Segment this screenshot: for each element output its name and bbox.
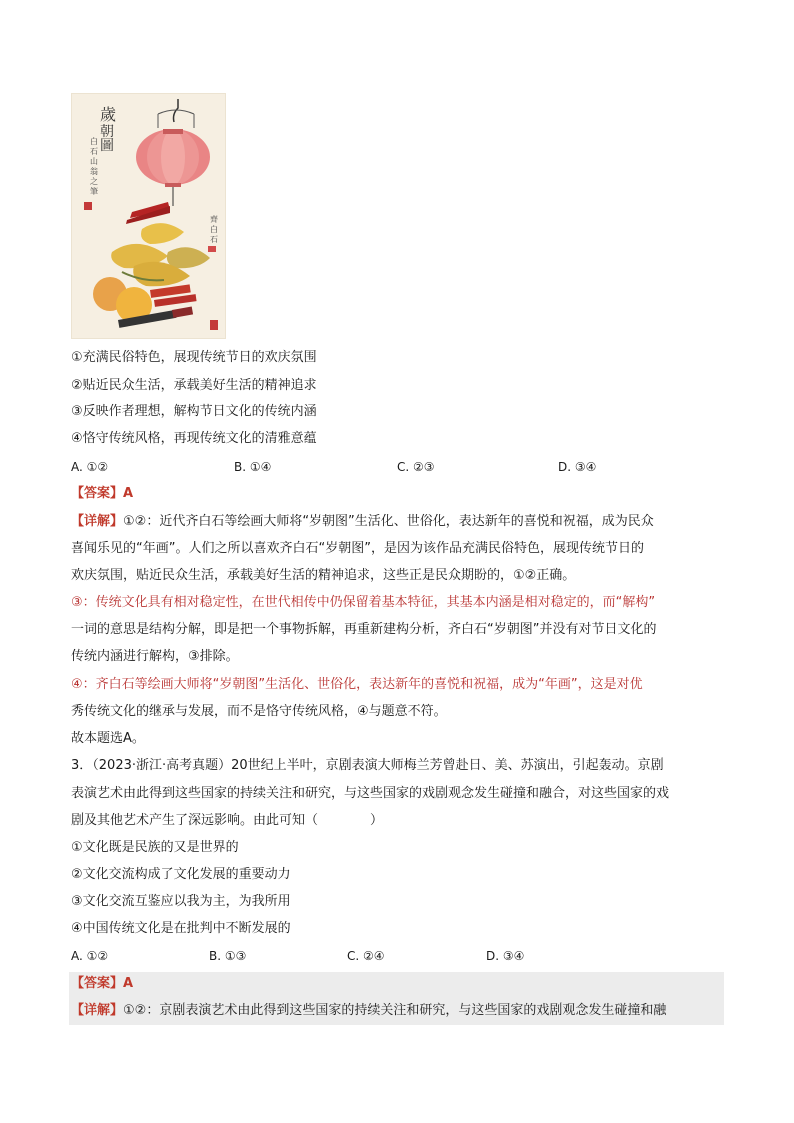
q3-statement-4: ④中国传统文化是在批判中不断发展的 [71,921,291,936]
painting-image [71,93,226,339]
q2-explain-line-8: 秀传统文化的继承与发展，而不是恪守传统风格，④与题意不符。 [71,704,447,719]
q2-answer [71,485,133,503]
explain-tag: 【详解】 [71,514,124,529]
painting-illustration [72,94,226,339]
q3-stem-text: 剧及其他艺术产生了深远影响。由此可知（ [71,813,319,828]
q2-statement-3: ③反映作者理想，解构节日文化的传统内涵 [71,404,317,419]
q2-explain-line-2: 喜闻乐见的“年画”。人们之所以喜欢齐白石“岁朝图”，是因为该作品充满民俗特色，展现传统节日的 [71,541,644,556]
q2-explain-line-6: 传统内涵进行解构，③排除。 [71,649,239,664]
q3-stem-line-1: 3．（2023·浙江·高考真题）20世纪上半叶，京剧表演大师梅兰芳曾赴日、美、苏演出，引起轰动。京剧 [71,758,664,773]
svg-text:齊白石: 齊白石 [210,215,218,244]
q2-option-a[interactable]: A. ①② [71,460,109,474]
explain-tag: 【详解】 [71,1003,124,1018]
q2-explain-line-4: ③：传统文化具有相对稳定性，在世代相传中仍保留着基本特征，其基本内涵是相对稳定的，而“解构” [71,595,656,610]
svg-text:朝: 朝 [100,124,114,140]
q2-explain-line-5: 一词的意思是结构分解，即是把一个事物拆解，再重新建构分析，齐白石“岁朝图”并没有对节日文化的 [71,622,657,637]
q3-option-a[interactable]: A. ①② [71,949,109,963]
answer-value: A [123,976,134,991]
q2-explain-line-3: 欢庆氛围，贴近民众生活，承载美好生活的精神追求，这些正是民众期盼的，①②正确。 [71,568,576,583]
q3-answer [71,975,133,993]
q3-stem-line-3 [71,812,383,830]
q2-statement-2: ②贴近民众生活，承载美好生活的精神追求 [71,378,317,393]
q3-option-d[interactable]: D. ③④ [486,949,525,963]
q3-explain-line-1 [71,1002,666,1020]
answer-value: A [123,486,134,501]
explain-text: ①②：近代齐白石等绘画大师将“岁朝图”生活化、世俗化，表达新年的喜悦和祝福，成为民众 [123,514,654,529]
q3-statement-2: ②文化交流构成了文化发展的重要动力 [71,867,291,882]
q2-option-c[interactable]: C. ②③ [397,460,435,474]
q2-statement-4: ④恪守传统风格，再现传统文化的清雅意蕴 [71,431,317,446]
q2-option-b[interactable]: B. ①④ [234,460,272,474]
q2-explain-line-7: ④：齐白石等绘画大师将“岁朝图”生活化、世俗化，表达新年的喜悦和祝福，成为“年画”，这是对优 [71,677,643,692]
q2-explain-line-1 [71,513,654,531]
answer-tag: 【答案】 [71,976,124,991]
q2-statement-1: ①充满民俗特色，展现传统节日的欢庆氛围 [71,350,317,365]
q3-option-c[interactable]: C. ②④ [347,949,385,963]
q2-option-d[interactable]: D. ③④ [558,460,597,474]
q3-statement-1: ①文化既是民族的又是世界的 [71,840,239,855]
svg-text:白石山 翁之筆: 白石山 翁之筆 [90,137,98,196]
explain-text: ①②：京剧表演艺术由此得到这些国家的持续关注和研究，与这些国家的戏剧观念发生碰撞和融 [123,1003,667,1018]
q3-stem-close: ） [370,813,384,828]
q2-conclusion: 故本题选A。 [71,731,145,746]
svg-text:歲: 歲 [100,105,117,124]
answer-tag: 【答案】 [71,486,124,501]
svg-text:圖: 圖 [100,138,114,154]
q3-option-b[interactable]: B. ①③ [209,949,247,963]
q3-stem-line-2: 表演艺术由此得到这些国家的持续关注和研究，与这些国家的戏剧观念发生碰撞和融合，对这些国家的戏 [71,786,670,801]
q3-statement-3: ③文化交流互鉴应以我为主，为我所用 [71,894,291,909]
